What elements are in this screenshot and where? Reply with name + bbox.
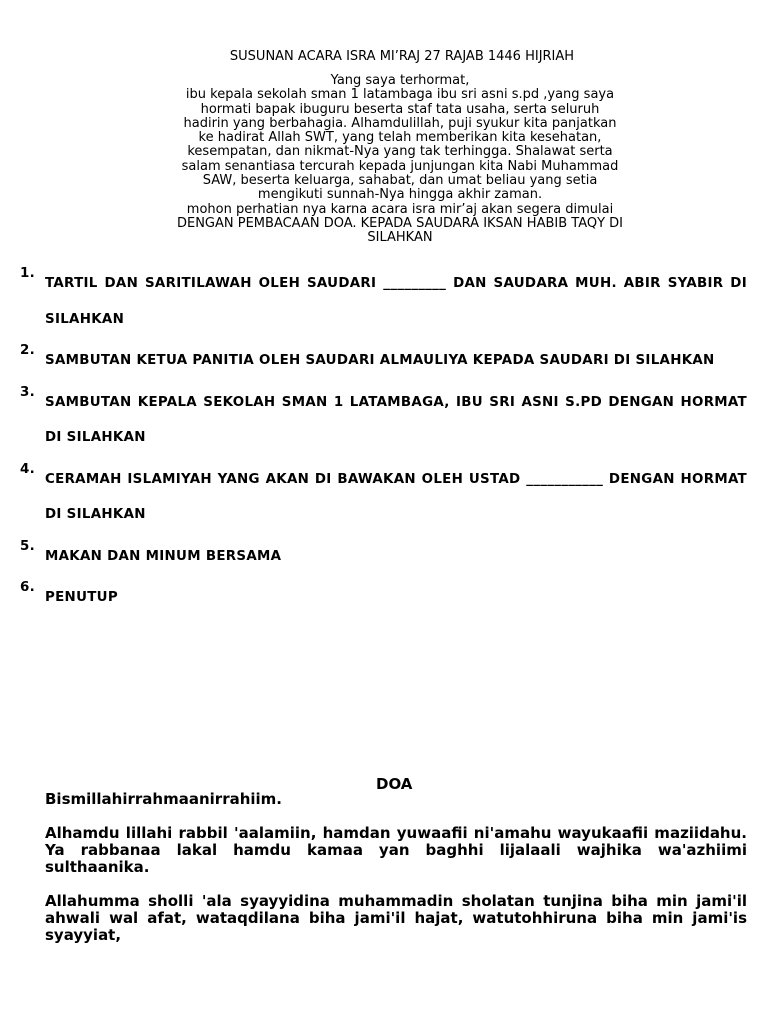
intro-line: salam senantiasa tercurah kepada junjungan kita Nabi Muhammad: [181, 158, 619, 174]
agenda-number: 5.: [20, 538, 36, 554]
agenda-list: [20, 266, 747, 632]
agenda-item: [20, 343, 747, 379]
doa-paragraph: Alhamdu lillahi rabbil 'aalamiin, hamdan yuwaafii ni'amahu wayukaafii maziidahu. Ya rabbanaa lakal hamdu kamaa yan baghhi lijalaali wajhika wa'azhiimi sulthaanika.: [45, 824, 747, 876]
intro-line: hormati bapak ibuguru beserta staf tata usaha, serta seluruh: [200, 101, 600, 117]
agenda-text: TARTIL DAN SARITILAWAH OLEH SAUDARI _________ DAN SAUDARA MUH. ABIR SYABIR DI SILAHKAN: [45, 276, 747, 327]
agenda-text: CERAMAH ISLAMIYAH YANG AKAN DI BAWAKAN OLEH USTAD ___________ DENGAN HORMAT DI SILAHKAN: [45, 471, 747, 522]
agenda-item: [20, 539, 747, 575]
intro-line: kesempatan, dan nikmat-Nya yang tak terhingga. Shalawat serta: [187, 144, 613, 160]
intro-line: DENGAN PEMBACAAN DOA. KEPADA SAUDARA IKSAN HABIB TAQY DI: [176, 215, 624, 231]
agenda-text: SAMBUTAN KETUA PANITIA OLEH SAUDARI ALMAULIYA KEPADA SAUDARI DI SILAHKAN: [45, 353, 715, 368]
intro-line: ibu kepala sekolah sman 1 latambaga ibu sri asni s.pd ,yang saya: [185, 87, 615, 103]
doa-paragraph: Bismillahirrahmaanirrahiim.: [45, 790, 282, 808]
agenda-item: [20, 462, 747, 533]
intro-line: Yang saya terhormat,: [330, 73, 470, 88]
agenda-number: 1.: [20, 266, 36, 281]
doa-text: [45, 791, 747, 961]
agenda-number: 6.: [20, 580, 36, 595]
agenda-text: MAKAN DAN MINUM BERSAMA: [45, 548, 282, 564]
intro-line: SILAHKAN: [367, 230, 433, 246]
document-title: SUSUNAN ACARA ISRA MI’RAJ 27 RAJAB 1446 HIJRIAH: [229, 49, 575, 64]
agenda-text: PENUTUP: [45, 590, 118, 605]
agenda-item: [20, 580, 747, 616]
intro-line: ke hadirat Allah SWT, yang telah memberikan kita kesehatan,: [198, 130, 602, 146]
intro-line: mengikuti sunnah-Nya hingga akhir zaman.: [257, 187, 543, 203]
doa-heading: DOA: [376, 775, 413, 793]
doa-paragraph: Allahumma sholli 'ala syayyidina muhammadin sholatan tunjina biha min jami'il ahwali wal afat, wataqdilana biha jami'il hajat, watutohhiruna biha min jami'is syayyiat,: [45, 892, 747, 944]
intro-line: mohon perhatian nya karna acara isra mir’aj akan segera dimulai: [186, 201, 614, 217]
intro-line: SAW, beserta keluarga, sahabat, dan umat beliau yang setia: [202, 173, 598, 189]
agenda-number: 4.: [20, 461, 36, 477]
opening-remarks: [140, 74, 660, 246]
agenda-item: [20, 385, 747, 456]
intro-line: hadirin yang berbahagia. Alhamdulillah, puji syukur kita panjatkan: [183, 115, 617, 131]
agenda-text: SAMBUTAN KEPALA SEKOLAH SMAN 1 LATAMBAGA, IBU SRI ASNI S.PD DENGAN HORMAT DI SILAHKAN: [45, 394, 747, 445]
agenda-number: 2.: [20, 343, 36, 358]
agenda-item: [20, 266, 747, 337]
agenda-number: 3.: [20, 384, 36, 400]
